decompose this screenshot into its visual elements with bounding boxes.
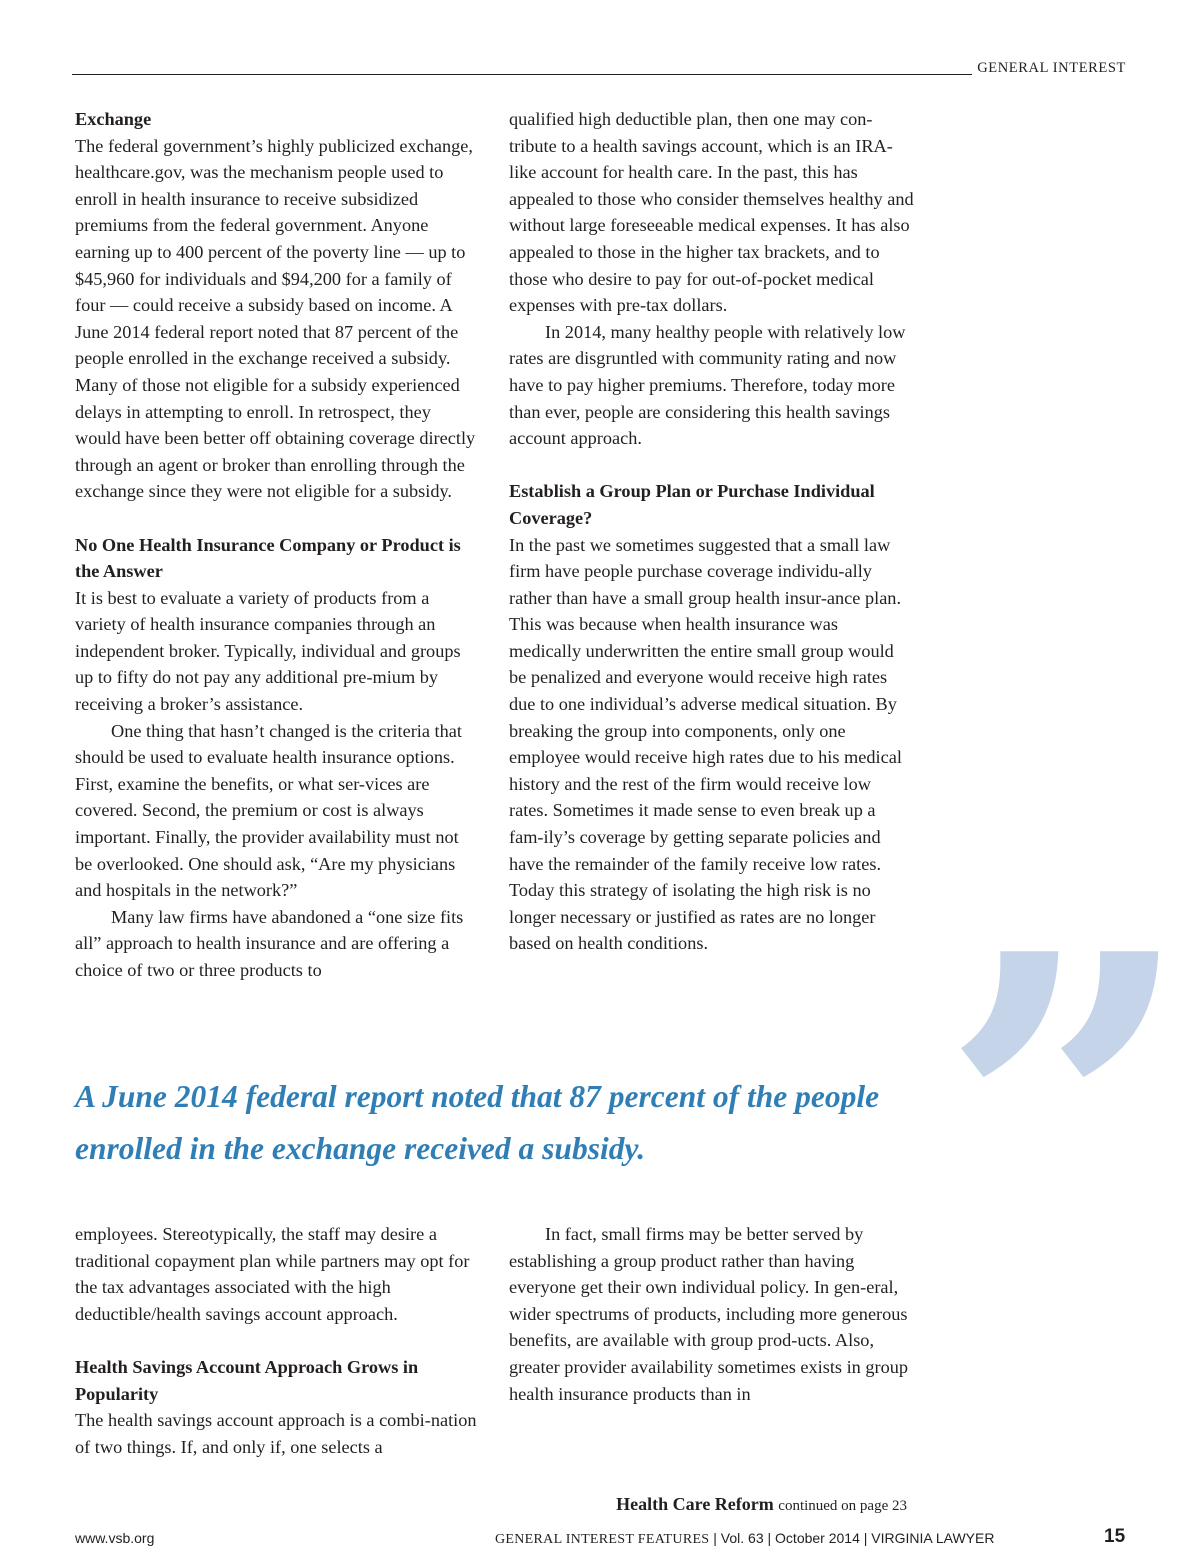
footer-issue-line [495,1530,994,1548]
heading-exchange: Exchange [75,109,152,129]
paragraph-hsa-2014: In 2014, many healthy people with relatively low rates are disgruntled with community rating and now have to pay higher premiums. Therefore, today more than ever, people are considering this health savings account approach. [509,321,906,449]
column-2 [509,106,914,957]
continued-title: Health Care Reform [616,1494,774,1514]
paragraph-hsa-continued: qualified high deductible plan, then one may con-tribute to a health savings account, which is an IRA-like account for health care. In the past, this has appealed to those who consider themselves healthy and without large foreseeable medical expenses. It has also appealed to those in the higher tax brackets, and to those who desire to pay for out-of-pocket medical expenses with pre-tax dollars. [509,109,914,316]
column-4 [509,1221,914,1407]
page-number: 15 [1104,1526,1126,1547]
footer-url: www.vsb.org [75,1530,155,1546]
footer-features: GENERAL INTEREST FEATURES [495,1532,710,1547]
paragraph-no-one-1: It is best to evaluate a variety of products from a variety of health insurance companies through an independent broker. Typically, individual and groups up to fifty do not pay any additional pre-mium by receiving a broker’s assistance. [75,587,461,715]
pull-quote: A June 2014 federal report noted that 87 percent of the people enrolled in the exchange received a subsidy. [75,1079,880,1166]
paragraph-employees: employees. Stereotypically, the staff may desire a traditional copayment plan while partners may opt for the tax advantages associated with the high deductible/health savings account approach. [75,1224,470,1324]
quote-mark-icon: ” [940,859,1194,1376]
footer-issue: | Vol. 63 | October 2014 | VIRGINIA LAWYER [713,1530,995,1546]
section-tag: GENERAL INTEREST [977,60,1126,76]
continued-text: continued on page 23 [778,1498,907,1514]
paragraph-no-one-3: Many law firms have abandoned a “one size fits all” approach to health insurance and are offering a choice of two or three products to [75,906,464,980]
paragraph-hsa: The health savings account approach is a combi-nation of two things. If, and only if, one selects a [75,1410,477,1457]
continued-note [560,1494,907,1515]
paragraph-no-one-2: One thing that hasn’t changed is the criteria that should be used to evaluate health insurance options. First, examine the benefits, or what ser-vices are covered. Second, the premium or cost is always important. Finally, the provider availability must not be overlooked. One should ask, “Are my physicians and hospitals in the network?” [75,720,462,901]
column-1 [75,106,480,984]
column-3 [75,1221,480,1460]
paragraph-exchange: The federal government’s highly publicized exchange, healthcare.gov, was the mechanism people used to enroll in health insurance to receive subsidized premiums from the federal government. Anyone earning up to 400 percent of the poverty line — up to $45,960 for individuals and $94,200 for a family of four — could receive a subsidy based on income. A June 2014 federal report noted that 87 percent of the people enrolled in the exchange received a subsidy. Many of those not eligible for a subsidy experienced delays in attempting to enroll. In retrospect, they would have been better off obtaining coverage directly through an agent or broker than enrolling through the exchange since they were not eligible for a subsidy. [75,135,476,502]
header-rule [72,74,972,75]
heading-hsa-popularity: Health Savings Account Approach Grows in Popularity [75,1356,419,1404]
heading-group-plan: Establish a Group Plan or Purchase Individual Coverage? [509,481,875,528]
paragraph-in-fact: In fact, small firms may be better served by establishing a group product rather than having everyone get their own individual policy. In gen-eral, wider spectrums of products, including more generous benefits, are available with group prod-ucts. Also, greater provider availability sometimes exists in group health insurance products than in [509,1224,909,1404]
paragraph-group-plan: In the past we sometimes suggested that a small law firm have people purchase coverage individu-ally rather than have a small group health insur-ance plan. This was because when health insurance was medically underwritten the entire small group would be penalized and everyone would receive high rates due to one individual’s adverse medical situation. By breaking the group into components, only one employee would receive high rates due to his medical history and the rest of the firm would receive low rates. Sometimes it made sense to even break up a fam-ily’s coverage by getting separate policies and have the remainder of the family receive low rates. Today this strategy of isolating the high risk is no longer necessary or justified as rates are no longer based on health conditions. [509,534,902,954]
heading-no-one-company: No One Health Insurance Company or Product is the Answer [75,534,461,582]
